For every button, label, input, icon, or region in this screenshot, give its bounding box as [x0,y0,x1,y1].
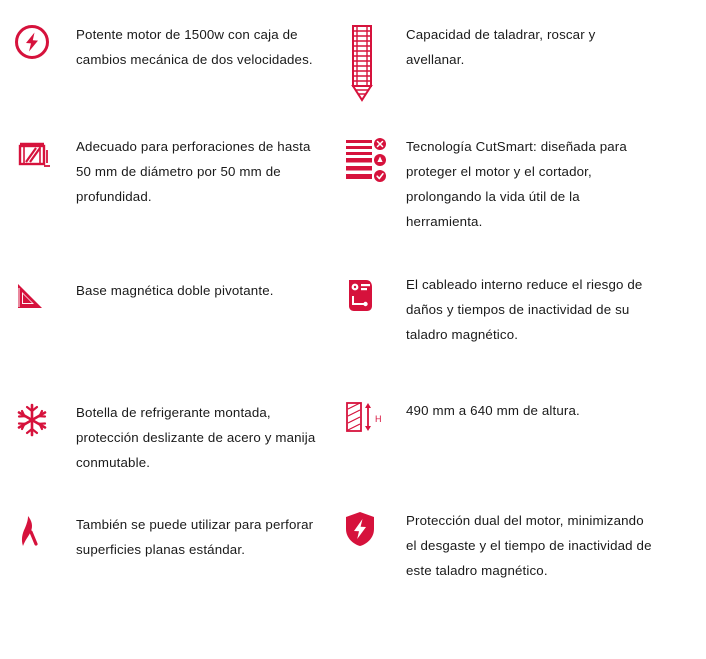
svg-text:H: H [375,414,382,424]
feature-item-height [344,398,580,434]
magnetic-base-pivot-icon [14,278,76,314]
feature-item-tap-countersink [344,22,652,104]
feature-text: Protección dual del motor, minimizando el desgaste y el tiempo de inactividad de este taladro magnético. [406,513,652,578]
feature-item-cutsmart [344,134,652,234]
feature-item-coolant-bottle [14,400,318,475]
feature-item-magnetic-base [14,278,274,314]
feature-item-internal-wiring [344,272,652,347]
feature-item-drill-capacity [14,134,318,209]
feature-text: Botella de refrigerante montada, protección deslizante de acero y manija conmutable. [76,405,316,470]
feature-text: También se puede utilizar para perforar superficies planas estándar. [76,517,314,557]
feature-item-flat-surfaces [14,512,318,562]
feature-text: Base magnética doble pivotante. [76,283,274,298]
flat-surface-drill-icon [14,512,76,550]
feature-item-dual-protection [344,508,652,583]
feature-text: Capacidad de taladrar, roscar y avellanar. [406,27,596,67]
drill-hole-diameter-icon [14,134,76,174]
lightning-bolt-circle-icon [14,22,76,60]
feature-text: Tecnología CutSmart: diseñada para proteger el motor y el cortador, prolongando la vida útil de la herramienta. [406,139,627,229]
feature-item-motor [14,22,318,72]
feature-text: 490 mm a 640 mm de altura. [406,403,580,418]
feature-text: Potente motor de 1500w con caja de cambios mecánica de dos velocidades. [76,27,313,67]
cutsmart-technology-icon [344,134,406,196]
snowflake-coolant-icon [14,400,76,438]
feature-text: Adecuado para perforaciones de hasta 50 mm de diámetro por 50 mm de profundidad. [76,139,311,204]
shield-bolt-protection-icon [344,508,406,548]
height-range-icon [344,398,406,434]
tap-cutter-icon [344,22,406,104]
feature-text: El cableado interno reduce el riesgo de daños y tiempos de inactividad de su taladro magnético. [406,277,643,342]
internal-wiring-icon [344,272,406,314]
